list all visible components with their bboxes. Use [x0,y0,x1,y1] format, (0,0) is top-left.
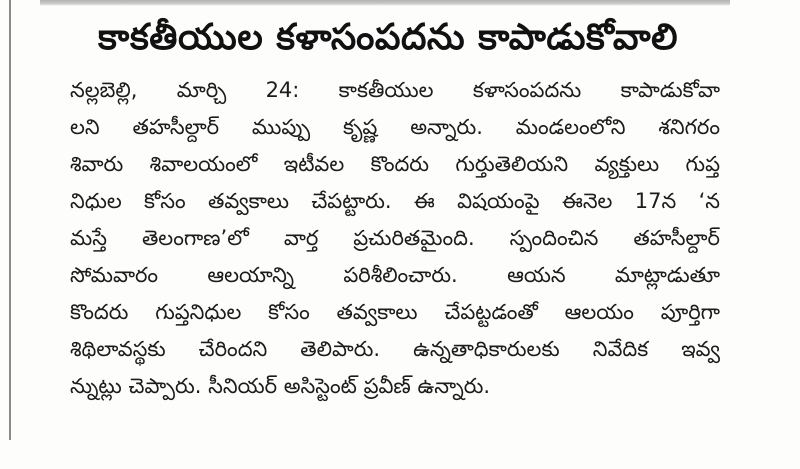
article-line: శివారు శివాలయంలో ఇటీవల కొందరు గుర్తుతెలియని వ్యక్తులు గుప్త [70,152,720,176]
article-line: నల్లబెల్లి, మార్చి 24: కాకతీయుల కళాసంపదను కాపాడుకోవా [70,78,720,102]
article-line: న్నుట్లు చెప్పారు. సీనియర్ అసిస్టెంట్ ప్రవీణ్ ఉన్నారు. [70,374,491,398]
article-line: నిధుల కోసం తవ్వకాలు చేపట్టారు. ఈ విషయంపై ఈనెల 17న ‘న [70,189,720,213]
article-line: లని తహసీల్దార్ ముప్పు కృష్ణ అన్నారు. మండలంలోని శనిగరం [70,115,720,139]
headline: కాకతీయుల కళాసంపదను కాపాడుకోవాలి [98,17,678,58]
column-divider [9,0,11,440]
article-body [70,72,720,405]
previous-text-cutoff [40,0,730,6]
article-line: శిథిలావస్థకు చేరిందని తెలిపారు. ఉన్నతాధికారులకు నివేదిక ఇవ్వ [70,337,720,361]
article-line: మస్తే తెలంగాణ’లో వార్త ప్రచురితమైంది. స్పందించిన తహసీల్దార్ [70,226,720,250]
article-line: కొందరు గుప్తనిధుల కోసం తవ్వకాలు చేపట్టడంతో ఆలయం పూర్తిగా [70,300,720,324]
article-line: సోమవారం ఆలయాన్ని పరిశీలించారు. ఆయన మాట్లాడుతూ [70,263,720,287]
